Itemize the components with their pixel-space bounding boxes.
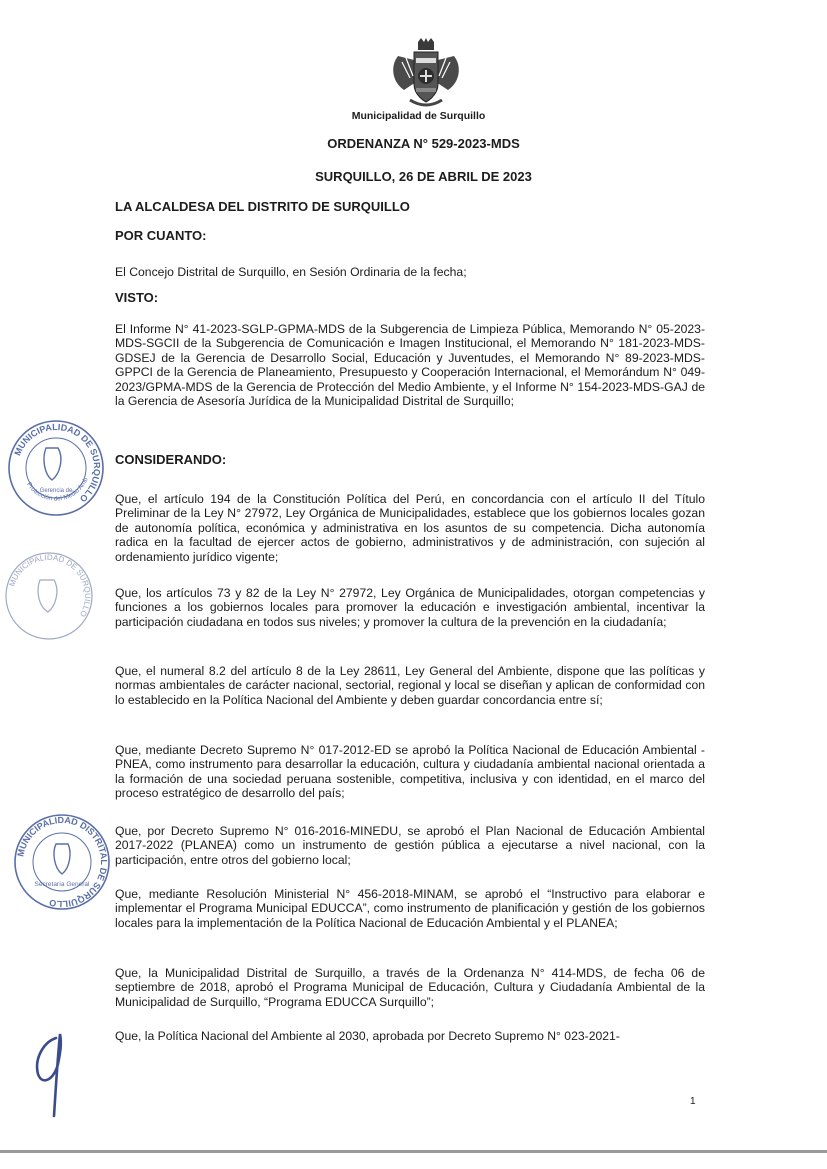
visto-paragraph: El Informe N° 41-2023-SGLP-GPMA-MDS de la Subgerencia de Limpieza Pública, Memorando N° 05-2023-MDS-SGCII de la Subgerencia de Comunicación e Imagen Institucional, el Memorando N° 181-2023-MDS-GDSEJ de la Gerencia de Desarrollo Social, Educación y Juventudes, el Memorando N° 89-2023-MDS-GPPCI de la Gerencia de Planeamiento, Presupuesto y Cooperación Internacional, el Memorándum N° 049-2023/GPMA-MDS de la Gerencia de Protección del Medio Ambiente, y el Informe N° 154-2023-MDS-GAJ de la Gerencia de Asesoría Jurídica de la Municipalidad Distrital de Surquillo; [115, 322, 705, 409]
institution-name: Municipalidad de Surquillo [351, 110, 486, 122]
ordinance-title: ORDENANZA N° 529-2023-MDS [327, 136, 520, 151]
paragraph-5: Que, por Decreto Supremo N° 016-2016-MINEDU, se aprobó el Plan Nacional de Educación Ambiental 2017-2022 (PLANEA) como un instrumento de gestión pública a ejecutarse a nivel nacional, con la participación, entre otros del gobierno local; [115, 824, 705, 867]
faint-stamp [4, 548, 94, 644]
paragraph-2: Que, los artículos 73 y 82 de la Ley N° 27972, Ley Orgánica de Municipalidades, otorgan competencias y funciones a los gobiernos locales para promover la educación e investigación ambiental, incentivar la participación ciudadana en todos sus niveles; y promover la cultura de la prevención en la ciudadanía; [115, 586, 705, 629]
coat-of-arms-icon [386, 38, 466, 110]
stamp1-figure-icon [44, 448, 61, 480]
environment-office-stamp [6, 418, 106, 518]
stamp1-ring-text: MUNICIPALIDAD DE SURQUILLO [12, 421, 103, 505]
svg-text:MUNICIPALIDAD DE SURQUILLO [7, 553, 92, 618]
por-cuanto-heading: POR CUANTO: [115, 228, 207, 243]
stamp2-figure-icon [38, 580, 57, 612]
general-secretary-stamp [12, 810, 112, 914]
paragraph-7: Que, la Municipalidad Distrital de Surquillo, a través de la Ordenanza N° 414-MDS, de fecha 06 de septiembre de 2018, aprobó el Programa Municipal de Educación, Cultura y Ciudadanía Ambiental de la Municipalidad de Surquillo, “Programa EDUCCA Surquillo”; [115, 966, 705, 1009]
stamp1-center-text: Gerencia de [39, 488, 73, 494]
authority-heading: LA ALCALDESA DEL DISTRITO DE SURQUILLO [115, 199, 410, 214]
paragraph-1: Que, el artículo 194 de la Constitución Política del Perú, en concordancia con el artículo II del Título Preliminar de la Ley N° 27972, Ley Orgánica de Municipalidades, establece que los gobiernos locales gozan de autonomía política, económica y administrativa en los asuntos de su competencia. Dicha autonomía radica en la facultad de ejercer actos de gobierno, administrativos y de administración, con sujeción al ordenamiento jurídico vigente; [115, 492, 705, 564]
stamp3-center-text: Secretaría General [34, 881, 90, 888]
stamp3-ring-text: MUNICIPALIDAD DISTRITAL DE SURQUILLO [15, 814, 110, 910]
stamp2-ring-text: MUNICIPALIDAD DE SURQUILLO [7, 552, 93, 619]
paragraph-3: Que, el numeral 8.2 del artículo 8 de la Ley 28611, Ley General del Ambiente, dispone que las políticas y normas ambientales de carácter nacional, sectorial, regional y local se diseñan y aplican de conformidad con lo establecido en la Política Nacional del Ambiente y deben guardar concordancia entre sí; [115, 664, 705, 707]
paragraph-4: Que, mediante Decreto Supremo N° 017-2012-ED se aprobó la Política Nacional de Educación Ambiental - PNEA, como instrumento para desarrollar la educación, cultura y ciudadanía ambiental nacional orientada a la formación de una sociedad peruana sostenible, competitiva, inclusiva y con identidad, en el marco del proceso estratégico de desarrollo del país; [115, 743, 705, 801]
stamp3-figure-icon [54, 844, 70, 874]
place-date: SURQUILLO, 26 DE ABRIL DE 2023 [315, 169, 532, 184]
page-number: 1 [690, 1096, 696, 1107]
stamp1-sub-text: Protección del Medio Amb [25, 476, 90, 503]
por-cuanto-text: El Concejo Distrital de Surquillo, en Sesión Ordinaria de la fecha; [115, 265, 467, 279]
visto-heading: VISTO: [115, 290, 159, 305]
paragraph-8: Que, la Política Nacional del Ambiente al 2030, aprobada por Decreto Supremo N° 023-2021- [115, 1029, 620, 1043]
considerando-heading: CONSIDERANDO: [115, 452, 227, 467]
scan-edge-divider [0, 1150, 827, 1153]
paragraph-6: Que, mediante Resolución Ministerial N° 456-2018-MINAM, se aprobó el “Instructivo para elaborar e implementar el Programa Municipal EDUCCA”, como instrumento de planificación y gestión de los gobiernos locales para la implementación de la Política Nacional de Educación Ambiental y el PLANEA; [115, 887, 705, 930]
signature-initial [26, 1024, 76, 1124]
